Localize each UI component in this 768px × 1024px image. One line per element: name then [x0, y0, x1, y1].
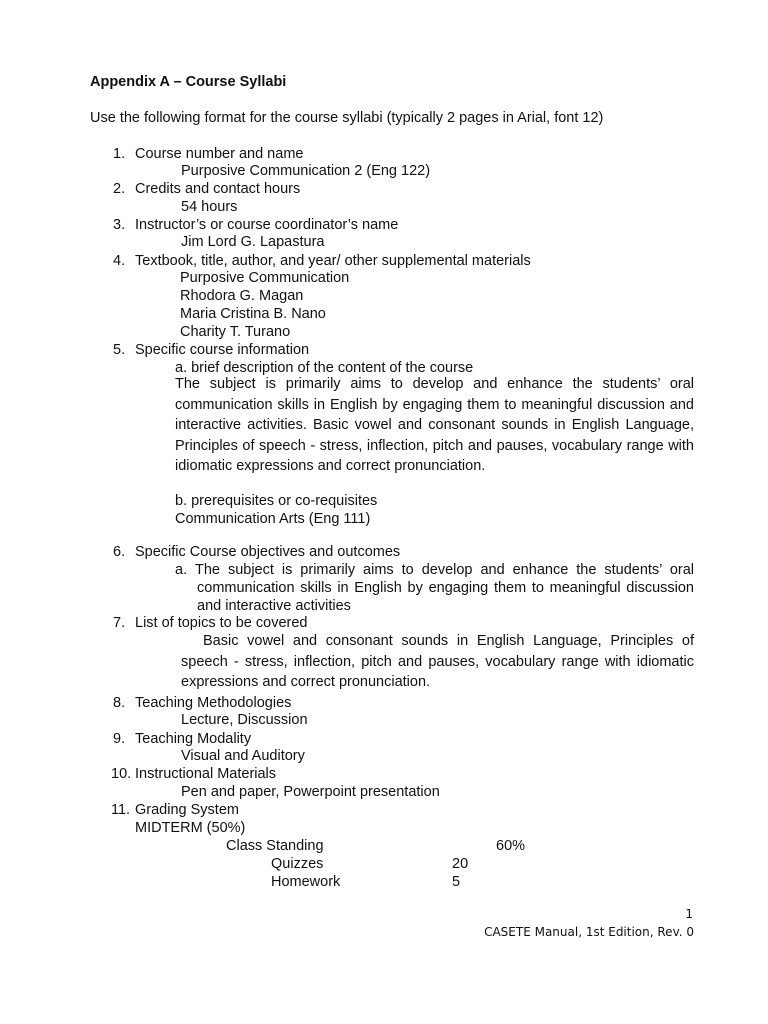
item-value: Lecture, Discussion — [181, 712, 308, 728]
item-number: 1. — [113, 146, 126, 162]
item-number: 9. — [113, 731, 126, 747]
item-value: Purposive Communication 2 (Eng 122) — [181, 163, 431, 179]
grading-value: 5 — [452, 874, 461, 890]
item-label: List of topics to be covered — [135, 615, 308, 631]
grading-component: Class Standing — [226, 838, 324, 854]
item-label: Specific course information — [135, 342, 310, 358]
page-number: 1 — [685, 907, 693, 921]
item-value: 54 hours — [181, 199, 238, 215]
item-label: Grading System — [135, 802, 239, 818]
grading-percent: 60% — [496, 838, 526, 854]
subitem-marker: a. — [175, 562, 188, 578]
grading-subcomponent: Quizzes — [271, 856, 324, 872]
item-number: 6. — [113, 544, 126, 560]
item-value: Charity T. Turano — [180, 324, 291, 340]
item-number: 8. — [113, 695, 126, 711]
item-label: Instructional Materials — [135, 766, 277, 782]
prerequisites-value: Communication Arts (Eng 111) — [175, 511, 371, 527]
item-label: Textbook, title, author, and year/ other supplemental materials — [135, 253, 531, 269]
grading-value: 20 — [452, 856, 469, 872]
footer-manual: CASETE Manual, 1st Edition, Rev. 0 — [484, 925, 694, 939]
grading-period: MIDTERM (50%) — [135, 820, 246, 836]
course-objectives: The subject is primarily aims to develop and enhance the students’ oral communication skills in English by engaging them to meaningful discussion and interactive activities — [195, 562, 694, 614]
item-number: 5. — [113, 342, 126, 358]
item-number: 7. — [113, 615, 126, 631]
topics-text: Basic vowel and consonant sounds in English Language, Principles of speech - stress, inflection, pitch and pauses, vocabulary range with idiomatic expressions and correct pronunciation. — [181, 633, 694, 691]
item-value: Visual and Auditory — [181, 748, 305, 764]
item-label: Teaching Modality — [135, 731, 252, 747]
item-value: Rhodora G. Magan — [180, 288, 304, 304]
course-description: The subject is primarily aims to develop and enhance the students’ oral communication skills in English by engaging them to meaningful discussion and interactive activities. Basic vowel and consonant sounds in English Language, Principles of speech - stress, inflection, pitch and pauses, vocabulary range with idiomatic expressions and correct pronunciation. — [175, 376, 694, 475]
item-label: Instructor’s or course coordinator’s name — [135, 217, 399, 233]
item-number: 2. — [113, 181, 126, 197]
page-title: Appendix A – Course Syllabi — [90, 74, 287, 90]
subitem-label: a. brief description of the content of the course — [175, 360, 474, 376]
item-number: 10. — [111, 766, 132, 782]
item-value: Purposive Communication — [180, 270, 350, 286]
subitem-label: b. prerequisites or co-requisites — [175, 493, 378, 509]
item-number: 4. — [113, 253, 126, 269]
item-label: Credits and contact hours — [135, 181, 301, 197]
item-value: Jim Lord G. Lapastura — [181, 234, 325, 250]
grading-subcomponent: Homework — [271, 874, 341, 890]
item-label: Course number and name — [135, 146, 304, 162]
item-label: Specific Course objectives and outcomes — [135, 544, 401, 560]
item-value: Pen and paper, Powerpoint presentation — [181, 784, 440, 800]
item-number: 11. — [111, 802, 131, 818]
item-number: 3. — [113, 217, 126, 233]
item-label: Teaching Methodologies — [135, 695, 292, 711]
item-value: Maria Cristina B. Nano — [180, 306, 326, 322]
intro-text: Use the following format for the course syllabi (typically 2 pages in Arial, font 12) — [90, 110, 604, 126]
